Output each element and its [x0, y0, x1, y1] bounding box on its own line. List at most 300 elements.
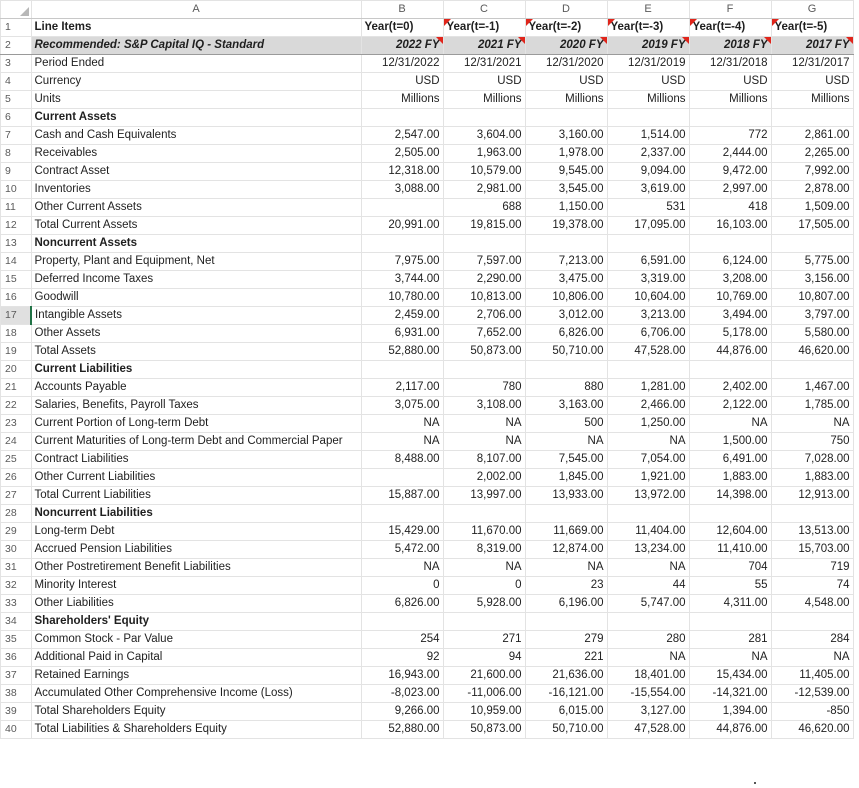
line-item-label[interactable]: Current Liabilities: [31, 361, 361, 379]
column-header-e[interactable]: E: [607, 1, 689, 19]
data-cell[interactable]: 2,505.00: [361, 145, 443, 163]
row-header[interactable]: 5: [1, 91, 32, 109]
data-cell[interactable]: 3,319.00: [607, 271, 689, 289]
data-cell[interactable]: 2022 FY: [361, 37, 443, 55]
row-header[interactable]: 14: [1, 253, 32, 271]
line-item-label[interactable]: Intangible Assets: [31, 307, 361, 325]
data-cell[interactable]: 704: [689, 559, 771, 577]
data-cell[interactable]: NA: [607, 433, 689, 451]
data-cell[interactable]: 1,785.00: [771, 397, 853, 415]
data-cell[interactable]: [443, 613, 525, 631]
data-cell[interactable]: 8,488.00: [361, 451, 443, 469]
data-cell[interactable]: 2020 FY: [525, 37, 607, 55]
data-cell[interactable]: NA: [771, 649, 853, 667]
data-cell[interactable]: 1,514.00: [607, 127, 689, 145]
data-cell[interactable]: 3,475.00: [525, 271, 607, 289]
line-item-label[interactable]: Period Ended: [31, 55, 361, 73]
row-header[interactable]: 27: [1, 487, 32, 505]
data-cell[interactable]: -15,554.00: [607, 685, 689, 703]
row-header[interactable]: 1: [1, 19, 32, 37]
row-header[interactable]: 20: [1, 361, 32, 379]
data-cell[interactable]: 2018 FY: [689, 37, 771, 55]
data-cell[interactable]: 3,494.00: [689, 307, 771, 325]
row-header[interactable]: 8: [1, 145, 32, 163]
data-cell[interactable]: 3,163.00: [525, 397, 607, 415]
data-cell[interactable]: [443, 235, 525, 253]
data-cell[interactable]: 20,991.00: [361, 217, 443, 235]
data-cell[interactable]: Millions: [689, 91, 771, 109]
line-item-label[interactable]: Accrued Pension Liabilities: [31, 541, 361, 559]
data-cell[interactable]: 6,015.00: [525, 703, 607, 721]
data-cell[interactable]: 10,604.00: [607, 289, 689, 307]
data-cell[interactable]: 13,997.00: [443, 487, 525, 505]
data-cell[interactable]: 2019 FY: [607, 37, 689, 55]
row-header[interactable]: 15: [1, 271, 32, 289]
data-cell[interactable]: -8,023.00: [361, 685, 443, 703]
row-header[interactable]: 11: [1, 199, 32, 217]
data-cell[interactable]: 280: [607, 631, 689, 649]
data-cell[interactable]: [525, 361, 607, 379]
data-cell[interactable]: 0: [443, 577, 525, 595]
data-cell[interactable]: 9,545.00: [525, 163, 607, 181]
data-cell[interactable]: Year(t=0): [361, 19, 443, 37]
data-cell[interactable]: 3,108.00: [443, 397, 525, 415]
data-cell[interactable]: 2,122.00: [689, 397, 771, 415]
data-cell[interactable]: 19,815.00: [443, 217, 525, 235]
data-cell[interactable]: 12,318.00: [361, 163, 443, 181]
data-cell[interactable]: [525, 505, 607, 523]
data-cell[interactable]: 7,545.00: [525, 451, 607, 469]
data-cell[interactable]: [771, 361, 853, 379]
row-header[interactable]: 30: [1, 541, 32, 559]
line-item-label[interactable]: Other Assets: [31, 325, 361, 343]
data-cell[interactable]: 1,978.00: [525, 145, 607, 163]
row-header[interactable]: 36: [1, 649, 32, 667]
data-cell[interactable]: 3,604.00: [443, 127, 525, 145]
line-item-label[interactable]: Accounts Payable: [31, 379, 361, 397]
line-item-label[interactable]: Total Current Assets: [31, 217, 361, 235]
line-item-label[interactable]: Common Stock - Par Value: [31, 631, 361, 649]
data-cell[interactable]: 92: [361, 649, 443, 667]
row-header[interactable]: 6: [1, 109, 32, 127]
line-item-label[interactable]: Deferred Income Taxes: [31, 271, 361, 289]
data-cell[interactable]: 5,928.00: [443, 595, 525, 613]
line-item-label[interactable]: Other Postretirement Benefit Liabilities: [31, 559, 361, 577]
data-cell[interactable]: 14,398.00: [689, 487, 771, 505]
row-header[interactable]: 21: [1, 379, 32, 397]
data-cell[interactable]: 74: [771, 577, 853, 595]
row-header[interactable]: 35: [1, 631, 32, 649]
data-cell[interactable]: 3,075.00: [361, 397, 443, 415]
data-cell[interactable]: 7,652.00: [443, 325, 525, 343]
data-cell[interactable]: Year(t=-3): [607, 19, 689, 37]
row-header[interactable]: 32: [1, 577, 32, 595]
data-cell[interactable]: 2,878.00: [771, 181, 853, 199]
data-cell[interactable]: 16,103.00: [689, 217, 771, 235]
data-cell[interactable]: 3,213.00: [607, 307, 689, 325]
data-cell[interactable]: 1,883.00: [771, 469, 853, 487]
data-cell[interactable]: 15,887.00: [361, 487, 443, 505]
data-cell[interactable]: 12/31/2021: [443, 55, 525, 73]
data-cell[interactable]: [443, 361, 525, 379]
data-cell[interactable]: [443, 109, 525, 127]
data-cell[interactable]: Year(t=-1): [443, 19, 525, 37]
data-cell[interactable]: 4,548.00: [771, 595, 853, 613]
line-item-label[interactable]: Total Liabilities & Shareholders Equity: [31, 721, 361, 739]
data-cell[interactable]: 0: [361, 577, 443, 595]
data-cell[interactable]: 688: [443, 199, 525, 217]
data-cell[interactable]: 6,124.00: [689, 253, 771, 271]
data-cell[interactable]: [689, 613, 771, 631]
row-header[interactable]: 17: [1, 307, 32, 325]
line-item-label[interactable]: Contract Asset: [31, 163, 361, 181]
line-item-label[interactable]: Minority Interest: [31, 577, 361, 595]
data-cell[interactable]: [689, 235, 771, 253]
data-cell[interactable]: [689, 361, 771, 379]
data-cell[interactable]: 284: [771, 631, 853, 649]
data-cell[interactable]: 46,620.00: [771, 721, 853, 739]
data-cell[interactable]: [361, 109, 443, 127]
row-header[interactable]: 26: [1, 469, 32, 487]
data-cell[interactable]: 17,505.00: [771, 217, 853, 235]
row-header[interactable]: 18: [1, 325, 32, 343]
row-header[interactable]: 4: [1, 73, 32, 91]
data-cell[interactable]: 7,597.00: [443, 253, 525, 271]
row-header[interactable]: 9: [1, 163, 32, 181]
line-item-label[interactable]: Total Shareholders Equity: [31, 703, 361, 721]
data-cell[interactable]: -16,121.00: [525, 685, 607, 703]
data-cell[interactable]: -12,539.00: [771, 685, 853, 703]
line-item-label[interactable]: Cash and Cash Equivalents: [31, 127, 361, 145]
line-item-label[interactable]: Current Assets: [31, 109, 361, 127]
data-cell[interactable]: [771, 109, 853, 127]
line-item-label[interactable]: Other Current Liabilities: [31, 469, 361, 487]
data-cell[interactable]: 12/31/2018: [689, 55, 771, 73]
data-cell[interactable]: 50,873.00: [443, 721, 525, 739]
data-cell[interactable]: 1,509.00: [771, 199, 853, 217]
data-cell[interactable]: [361, 505, 443, 523]
data-cell[interactable]: 13,933.00: [525, 487, 607, 505]
row-header[interactable]: 10: [1, 181, 32, 199]
data-cell[interactable]: 12/31/2022: [361, 55, 443, 73]
data-cell[interactable]: 2,466.00: [607, 397, 689, 415]
row-header[interactable]: 7: [1, 127, 32, 145]
data-cell[interactable]: Millions: [361, 91, 443, 109]
data-cell[interactable]: NA: [443, 433, 525, 451]
data-cell[interactable]: [361, 613, 443, 631]
data-cell[interactable]: 15,703.00: [771, 541, 853, 559]
data-cell[interactable]: 3,797.00: [771, 307, 853, 325]
data-cell[interactable]: 17,095.00: [607, 217, 689, 235]
data-cell[interactable]: 50,710.00: [525, 721, 607, 739]
data-cell[interactable]: 12,874.00: [525, 541, 607, 559]
data-cell[interactable]: 780: [443, 379, 525, 397]
line-item-label[interactable]: Contract Liabilities: [31, 451, 361, 469]
data-cell[interactable]: [689, 505, 771, 523]
data-cell[interactable]: [525, 235, 607, 253]
column-header-b[interactable]: B: [361, 1, 443, 19]
column-header-c[interactable]: C: [443, 1, 525, 19]
row-header[interactable]: 39: [1, 703, 32, 721]
data-cell[interactable]: 44,876.00: [689, 721, 771, 739]
data-cell[interactable]: USD: [525, 73, 607, 91]
data-cell[interactable]: Millions: [607, 91, 689, 109]
data-cell[interactable]: 44: [607, 577, 689, 595]
data-cell[interactable]: 13,234.00: [607, 541, 689, 559]
data-cell[interactable]: 7,054.00: [607, 451, 689, 469]
row-header[interactable]: 34: [1, 613, 32, 631]
data-cell[interactable]: 3,156.00: [771, 271, 853, 289]
data-cell[interactable]: 281: [689, 631, 771, 649]
data-cell[interactable]: USD: [607, 73, 689, 91]
row-header[interactable]: 23: [1, 415, 32, 433]
line-item-label[interactable]: Shareholders' Equity: [31, 613, 361, 631]
data-cell[interactable]: 279: [525, 631, 607, 649]
data-cell[interactable]: 50,710.00: [525, 343, 607, 361]
data-cell[interactable]: 11,670.00: [443, 523, 525, 541]
data-cell[interactable]: [607, 505, 689, 523]
row-header[interactable]: 13: [1, 235, 32, 253]
data-cell[interactable]: 2,290.00: [443, 271, 525, 289]
data-cell[interactable]: NA: [361, 433, 443, 451]
line-item-label[interactable]: Currency: [31, 73, 361, 91]
data-cell[interactable]: 10,780.00: [361, 289, 443, 307]
data-cell[interactable]: USD: [689, 73, 771, 91]
data-cell[interactable]: 55: [689, 577, 771, 595]
column-header-a[interactable]: A: [31, 1, 361, 19]
data-cell[interactable]: 4,311.00: [689, 595, 771, 613]
data-cell[interactable]: 10,579.00: [443, 163, 525, 181]
data-cell[interactable]: 5,178.00: [689, 325, 771, 343]
row-header[interactable]: 31: [1, 559, 32, 577]
data-cell[interactable]: 1,250.00: [607, 415, 689, 433]
data-cell[interactable]: 52,880.00: [361, 721, 443, 739]
data-cell[interactable]: 10,806.00: [525, 289, 607, 307]
data-cell[interactable]: [771, 235, 853, 253]
data-cell[interactable]: Year(t=-2): [525, 19, 607, 37]
data-cell[interactable]: 6,196.00: [525, 595, 607, 613]
data-cell[interactable]: 15,434.00: [689, 667, 771, 685]
data-cell[interactable]: 18,401.00: [607, 667, 689, 685]
data-cell[interactable]: 12/31/2019: [607, 55, 689, 73]
data-cell[interactable]: -11,006.00: [443, 685, 525, 703]
line-item-label[interactable]: Receivables: [31, 145, 361, 163]
data-cell[interactable]: 221: [525, 649, 607, 667]
data-cell[interactable]: 2,981.00: [443, 181, 525, 199]
data-cell[interactable]: 13,972.00: [607, 487, 689, 505]
data-cell[interactable]: Year(t=-5): [771, 19, 853, 37]
row-header[interactable]: 12: [1, 217, 32, 235]
line-item-label[interactable]: Noncurrent Liabilities: [31, 505, 361, 523]
data-cell[interactable]: 1,394.00: [689, 703, 771, 721]
data-cell[interactable]: 12,913.00: [771, 487, 853, 505]
line-item-label[interactable]: Current Maturities of Long-term Debt and Commercial Paper: [31, 433, 361, 451]
data-cell[interactable]: 5,472.00: [361, 541, 443, 559]
data-cell[interactable]: 880: [525, 379, 607, 397]
data-cell[interactable]: 2,706.00: [443, 307, 525, 325]
data-cell[interactable]: 5,747.00: [607, 595, 689, 613]
data-cell[interactable]: 2,117.00: [361, 379, 443, 397]
data-cell[interactable]: 1,845.00: [525, 469, 607, 487]
line-item-label[interactable]: Property, Plant and Equipment, Net: [31, 253, 361, 271]
column-header-d[interactable]: D: [525, 1, 607, 19]
data-cell[interactable]: 1,883.00: [689, 469, 771, 487]
data-cell[interactable]: 1,921.00: [607, 469, 689, 487]
data-cell[interactable]: NA: [607, 559, 689, 577]
data-cell[interactable]: 418: [689, 199, 771, 217]
data-cell[interactable]: 3,012.00: [525, 307, 607, 325]
line-item-label[interactable]: Units: [31, 91, 361, 109]
data-cell[interactable]: 7,992.00: [771, 163, 853, 181]
data-cell[interactable]: 23: [525, 577, 607, 595]
line-item-label[interactable]: Noncurrent Assets: [31, 235, 361, 253]
data-cell[interactable]: 531: [607, 199, 689, 217]
data-cell[interactable]: NA: [689, 649, 771, 667]
data-cell[interactable]: 1,281.00: [607, 379, 689, 397]
row-header[interactable]: 29: [1, 523, 32, 541]
data-cell[interactable]: NA: [607, 649, 689, 667]
data-cell[interactable]: 500: [525, 415, 607, 433]
data-cell[interactable]: [525, 109, 607, 127]
data-cell[interactable]: 5,580.00: [771, 325, 853, 343]
data-cell[interactable]: NA: [689, 415, 771, 433]
data-cell[interactable]: 1,963.00: [443, 145, 525, 163]
data-cell[interactable]: 271: [443, 631, 525, 649]
line-item-label[interactable]: Other Current Assets: [31, 199, 361, 217]
row-header[interactable]: 25: [1, 451, 32, 469]
data-cell[interactable]: 2,337.00: [607, 145, 689, 163]
data-cell[interactable]: 13,513.00: [771, 523, 853, 541]
data-cell[interactable]: 6,826.00: [361, 595, 443, 613]
data-cell[interactable]: 10,813.00: [443, 289, 525, 307]
data-cell[interactable]: 3,160.00: [525, 127, 607, 145]
data-cell[interactable]: 8,319.00: [443, 541, 525, 559]
data-cell[interactable]: [607, 235, 689, 253]
data-cell[interactable]: NA: [361, 559, 443, 577]
row-header[interactable]: 24: [1, 433, 32, 451]
data-cell[interactable]: 1,500.00: [689, 433, 771, 451]
data-cell[interactable]: NA: [443, 415, 525, 433]
data-cell[interactable]: [361, 469, 443, 487]
line-item-label[interactable]: Goodwill: [31, 289, 361, 307]
row-header[interactable]: 28: [1, 505, 32, 523]
data-cell[interactable]: 9,472.00: [689, 163, 771, 181]
data-cell[interactable]: -850: [771, 703, 853, 721]
data-cell[interactable]: -14,321.00: [689, 685, 771, 703]
data-cell[interactable]: 9,094.00: [607, 163, 689, 181]
data-cell[interactable]: [607, 361, 689, 379]
data-cell[interactable]: 12,604.00: [689, 523, 771, 541]
row-header[interactable]: 19: [1, 343, 32, 361]
data-cell[interactable]: [689, 109, 771, 127]
data-cell[interactable]: 21,600.00: [443, 667, 525, 685]
row-header[interactable]: 16: [1, 289, 32, 307]
data-cell[interactable]: 19,378.00: [525, 217, 607, 235]
select-all-corner[interactable]: [1, 1, 32, 19]
data-cell[interactable]: 47,528.00: [607, 721, 689, 739]
row-header[interactable]: 3: [1, 55, 32, 73]
data-cell[interactable]: 2,861.00: [771, 127, 853, 145]
line-item-label[interactable]: Line Items: [31, 19, 361, 37]
data-cell[interactable]: 6,931.00: [361, 325, 443, 343]
data-cell[interactable]: USD: [443, 73, 525, 91]
line-item-label[interactable]: Additional Paid in Capital: [31, 649, 361, 667]
line-item-label[interactable]: Other Liabilities: [31, 595, 361, 613]
data-cell[interactable]: [771, 505, 853, 523]
line-item-label[interactable]: Current Portion of Long-term Debt: [31, 415, 361, 433]
data-cell[interactable]: 9,266.00: [361, 703, 443, 721]
data-cell[interactable]: 3,208.00: [689, 271, 771, 289]
data-cell[interactable]: 719: [771, 559, 853, 577]
data-cell[interactable]: 1,150.00: [525, 199, 607, 217]
data-cell[interactable]: 1,467.00: [771, 379, 853, 397]
data-cell[interactable]: 5,775.00: [771, 253, 853, 271]
data-cell[interactable]: Millions: [443, 91, 525, 109]
data-cell[interactable]: 772: [689, 127, 771, 145]
data-cell[interactable]: NA: [525, 559, 607, 577]
data-cell[interactable]: [361, 235, 443, 253]
data-cell[interactable]: 6,706.00: [607, 325, 689, 343]
line-item-label[interactable]: Salaries, Benefits, Payroll Taxes: [31, 397, 361, 415]
line-item-label[interactable]: Long-term Debt: [31, 523, 361, 541]
data-cell[interactable]: [361, 199, 443, 217]
data-cell[interactable]: 8,107.00: [443, 451, 525, 469]
data-cell[interactable]: 2,444.00: [689, 145, 771, 163]
data-cell[interactable]: 2,997.00: [689, 181, 771, 199]
data-cell[interactable]: 254: [361, 631, 443, 649]
data-cell[interactable]: 7,975.00: [361, 253, 443, 271]
data-cell[interactable]: Millions: [771, 91, 853, 109]
row-header[interactable]: 2: [1, 37, 32, 55]
data-cell[interactable]: 47,528.00: [607, 343, 689, 361]
line-item-label[interactable]: Retained Earnings: [31, 667, 361, 685]
data-cell[interactable]: USD: [771, 73, 853, 91]
data-cell[interactable]: 3,744.00: [361, 271, 443, 289]
data-cell[interactable]: [607, 109, 689, 127]
row-header[interactable]: 40: [1, 721, 32, 739]
data-cell[interactable]: 52,880.00: [361, 343, 443, 361]
row-header[interactable]: 22: [1, 397, 32, 415]
data-cell[interactable]: 12/31/2020: [525, 55, 607, 73]
data-cell[interactable]: Millions: [525, 91, 607, 109]
data-cell[interactable]: 15,429.00: [361, 523, 443, 541]
data-cell[interactable]: 2,459.00: [361, 307, 443, 325]
data-cell[interactable]: 6,491.00: [689, 451, 771, 469]
line-item-label[interactable]: Inventories: [31, 181, 361, 199]
row-header[interactable]: 38: [1, 685, 32, 703]
data-cell[interactable]: NA: [771, 415, 853, 433]
data-cell[interactable]: 11,410.00: [689, 541, 771, 559]
data-cell[interactable]: NA: [443, 559, 525, 577]
data-cell[interactable]: 3,127.00: [607, 703, 689, 721]
data-cell[interactable]: 11,404.00: [607, 523, 689, 541]
data-cell[interactable]: 2,547.00: [361, 127, 443, 145]
data-cell[interactable]: 10,769.00: [689, 289, 771, 307]
data-cell[interactable]: 7,028.00: [771, 451, 853, 469]
column-header-f[interactable]: F: [689, 1, 771, 19]
data-cell[interactable]: 2,002.00: [443, 469, 525, 487]
data-cell[interactable]: 11,669.00: [525, 523, 607, 541]
line-item-label[interactable]: Total Assets: [31, 343, 361, 361]
data-cell[interactable]: NA: [525, 433, 607, 451]
data-cell[interactable]: 2021 FY: [443, 37, 525, 55]
data-cell[interactable]: 11,405.00: [771, 667, 853, 685]
data-cell[interactable]: 2,265.00: [771, 145, 853, 163]
data-cell[interactable]: [361, 361, 443, 379]
data-cell[interactable]: [525, 613, 607, 631]
data-cell[interactable]: 2017 FY: [771, 37, 853, 55]
data-cell[interactable]: 12/31/2017: [771, 55, 853, 73]
